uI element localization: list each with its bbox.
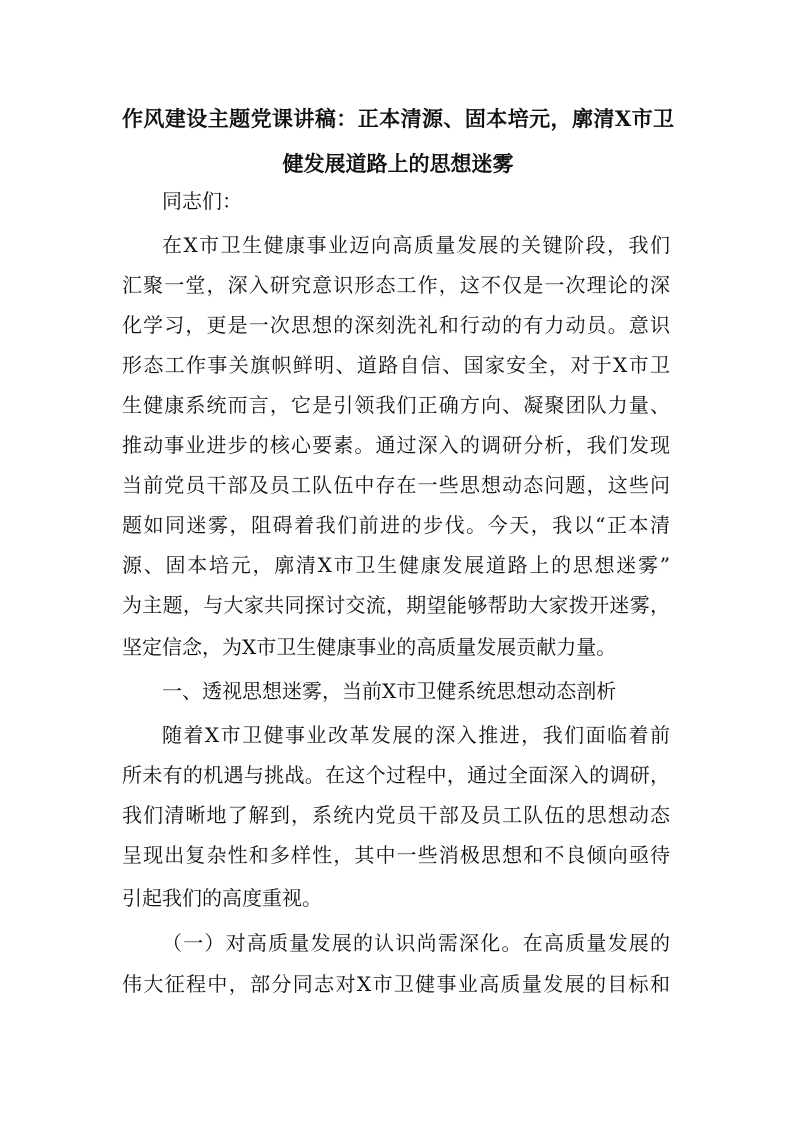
paragraph-3-line-2: 伟大征程中，部分同志对X市卫健事业高质量发展的目标和 bbox=[122, 972, 670, 996]
document-title-line-1: 作风建设主题党课讲稿：正本清源、固本培元，廓清X市卫 bbox=[122, 106, 674, 131]
paragraph-2-line-2: 所未有的机遇与挑战。在这个过程中，通过全面深入的调研， bbox=[122, 763, 670, 787]
paragraph-1-line-3: 化学习，更是一次思想的深刻洗礼和行动的有力动员。意识 bbox=[122, 313, 670, 337]
paragraph-1-line-11: 坚定信念，为X市卫生健康事业的高质量发展贡献力量。 bbox=[122, 635, 617, 659]
paragraph-1-line-1: 在X市卫生健康事业迈向高质量发展的关键阶段，我们 bbox=[162, 233, 670, 257]
paragraph-1-line-10: 为主题，与大家共同探讨交流，期望能够帮助大家拨开迷雾， bbox=[122, 593, 670, 617]
paragraph-2-line-5: 引起我们的高度重视。 bbox=[122, 886, 322, 910]
paragraph-1-line-9: 源、固本培元，廓清X市卫生健康发展道路上的思想迷雾” bbox=[122, 553, 670, 577]
paragraph-3-line-1: （一）对高质量发展的认识尚需深化。在高质量发展的 bbox=[162, 931, 670, 955]
section-heading-1: 一、透视思想迷雾，当前X市卫健系统思想动态剖析 bbox=[162, 679, 617, 703]
paragraph-2-line-4: 呈现出复杂性和多样性，其中一些消极思想和不良倾向亟待 bbox=[122, 843, 670, 867]
paragraph-2-line-3: 我们清晰地了解到，系统内党员干部及员工队伍的思想动态 bbox=[122, 803, 670, 827]
paragraph-1-line-2: 汇聚一堂，深入研究意识形态工作，这不仅是一次理论的深 bbox=[122, 273, 670, 297]
salutation: 同志们： bbox=[162, 189, 242, 213]
paragraph-1-line-6: 推动事业进步的核心要素。通过深入的调研分析，我们发现 bbox=[122, 433, 670, 457]
paragraph-1-line-4: 形态工作事关旗帜鲜明、道路自信、国家安全，对于X市卫 bbox=[122, 353, 670, 377]
paragraph-1-line-8: 题如同迷雾，阻碍着我们前进的步伐。今天，我以“正本清 bbox=[122, 513, 670, 537]
paragraph-1-line-7: 当前党员干部及员工队伍中存在一些思想动态问题，这些问 bbox=[122, 473, 670, 497]
paragraph-1-line-5: 生健康系统而言，它是引领我们正确方向、凝聚团队力量、 bbox=[122, 393, 670, 417]
document-title-line-2: 健发展道路上的思想迷雾 bbox=[282, 151, 514, 176]
paragraph-2-line-1: 随着X市卫健事业改革发展的深入推进，我们面临着前 bbox=[162, 723, 670, 747]
